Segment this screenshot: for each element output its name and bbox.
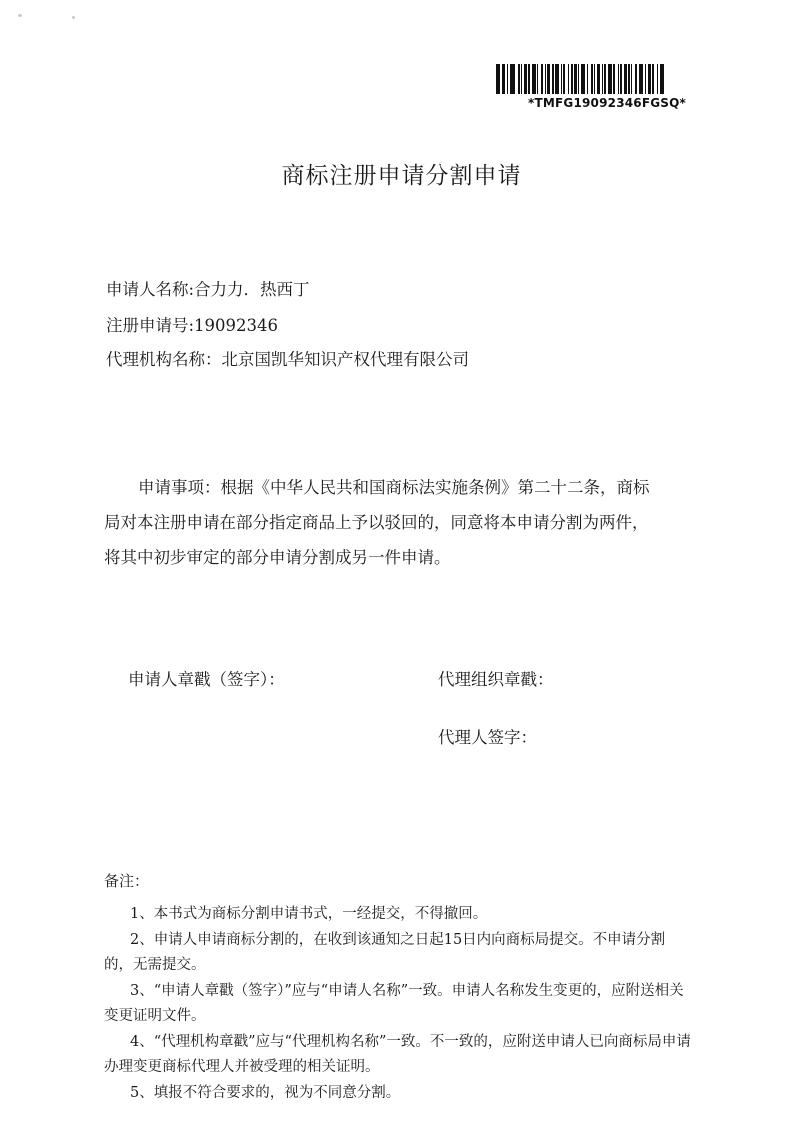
document-title: 商标注册申请分割申请 [281,163,522,189]
agent-signature-label: 代理人签字： [438,728,537,747]
applicant-name: 申请人名称:合力力．热西丁 [106,280,310,299]
agency-seal-label: 代理组织章戳： [438,670,554,689]
agency-name: 代理机构名称：北京国凯华知识产权代理有限公司 [106,350,469,369]
applicant-seal-label: 申请人章戳（签字）： [128,670,285,689]
barcode-text: *TMFG19092346FGSQ* [528,96,687,110]
barcode [496,64,750,94]
scan-speck [72,16,75,19]
note-item: 3、“申请人章戳（签字）”应与“申请人名称”一致。申请人名称发生变更的，应附送相关变更证明文件。 [104,982,684,1024]
notes-list [104,902,694,1106]
note-item: 1、本书式为商标分割申请书式，一经提交，不得撤回。 [130,906,488,922]
scan-speck [18,14,22,17]
note-item: 2、申请人申请商标分割的，在收到该通知之日起15日内向商标局提交。不申请分割的，无需提交。 [104,931,666,973]
request-paragraph: 申请事项：根据《中华人民共和国商标法实施条例》第二十二条，商标局对本注册申请在部分指定商品上予以驳回的，同意将本申请分割为两件，将其中初步审定的部分申请分割成另一件申请。 [104,478,650,567]
note-item: 4、“代理机构章戳”应与“代理机构名称”一致。不一致的，应附送申请人已向商标局申请办理变更商标代理人并被受理的相关证明。 [104,1033,691,1075]
note-item: 5、填报不符合要求的，视为不同意分割。 [130,1084,401,1101]
barcode-bar [664,64,667,94]
registration-number: 注册申请号:19092346 [106,316,279,335]
notes-title: 备注： [104,872,150,890]
